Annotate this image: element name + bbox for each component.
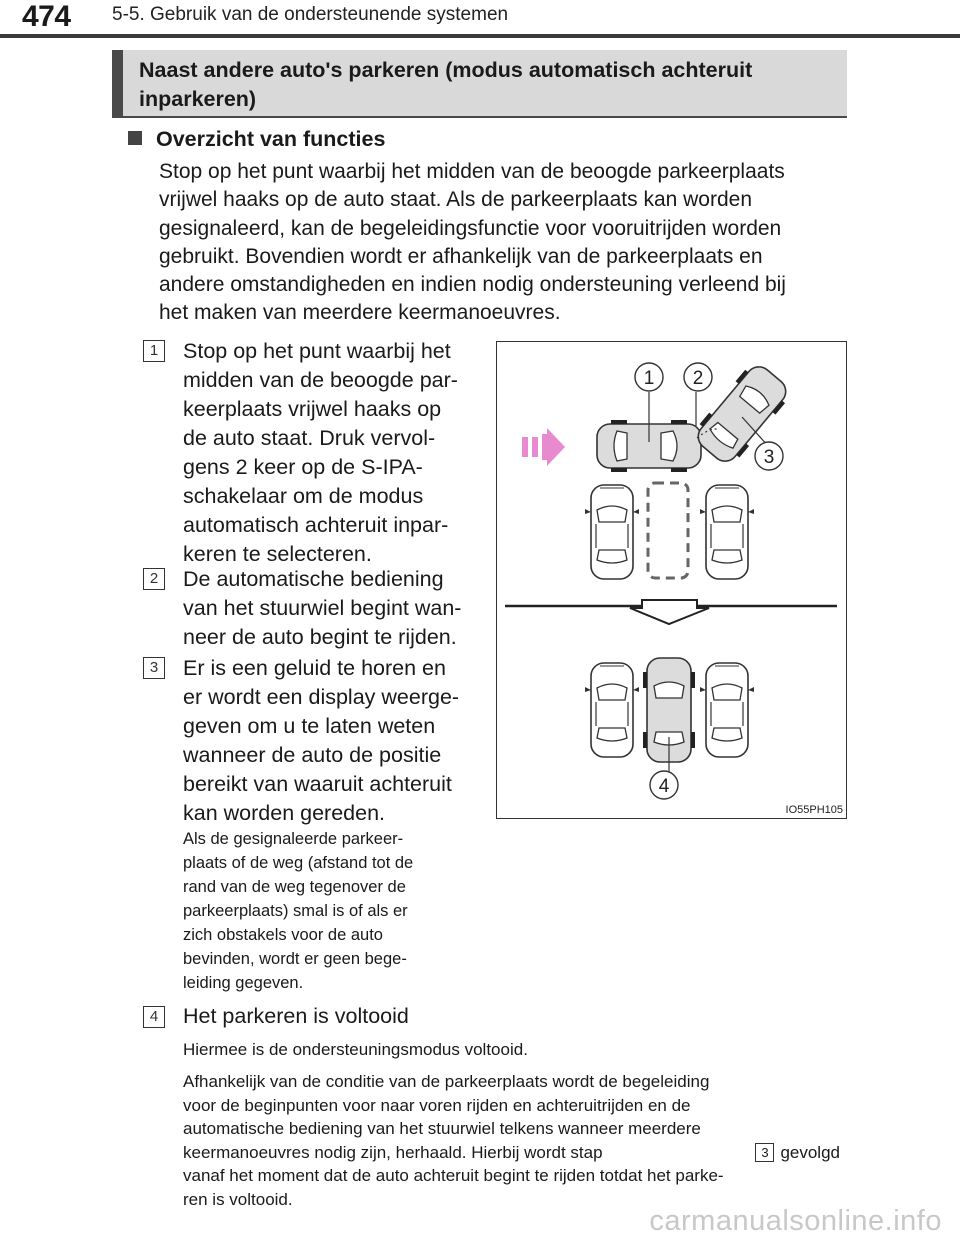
overview-line: Stop op het punt waarbij het midden van de beoogde parkeerplaats: [159, 160, 785, 183]
step-number-2: 2: [143, 568, 165, 590]
paragraph-ref: [749, 1141, 840, 1165]
down-arrow-icon: [630, 600, 709, 624]
paragraph-line: [183, 1141, 840, 1165]
step-number-3: 3: [143, 657, 165, 679]
note-line: plaats of de weg (afstand tot de: [183, 854, 414, 872]
step-line: midden van de beoogde par-: [183, 368, 458, 392]
step-line: automatisch achteruit inpar-: [183, 513, 449, 537]
step-line: gens 2 keer op de S-IPA-: [183, 455, 423, 479]
parked-car: [700, 485, 754, 579]
svg-text:4: 4: [658, 776, 670, 797]
svg-text:3: 3: [763, 447, 775, 468]
step-line: neer de auto begint te rijden.: [183, 625, 457, 649]
overview-line: vrijwel haaks op de auto staat. Als de parkeerplaats kan worden: [159, 188, 753, 212]
section-title-line-1: Naast andere auto's parkeren (modus automatisch achteruit: [139, 58, 753, 82]
step-line: schakelaar om de modus: [183, 484, 424, 508]
note-line: zich obstakels voor de auto: [183, 926, 383, 944]
overview-heading: [128, 127, 385, 152]
figure-id: IO55PH105: [785, 804, 843, 816]
parking-diagram-svg: [497, 342, 845, 817]
step-line: wanneer de auto de positie: [183, 743, 442, 767]
step-3-text: [183, 654, 478, 828]
parked-car: [585, 663, 639, 757]
overview-line: gesignaleerd, kan de begeleidingsfunctie voor vooruitrijden worden: [159, 216, 782, 240]
running-header: 5-5. Gebruik van de ondersteunende systemen: [112, 4, 509, 25]
step-number-1: 1: [143, 340, 165, 362]
callout-1: [635, 363, 663, 391]
step-line: Er is een geluid te horen en: [183, 656, 446, 680]
completion-line: Hiermee is de ondersteuningsmodus voltooid.: [183, 1040, 528, 1059]
note-line: rand van de weg tegenover de: [183, 878, 406, 896]
step-line: geven om u te laten weten: [183, 714, 436, 738]
svg-text:1: 1: [643, 368, 655, 389]
section-title-line-2: inparkeren): [139, 87, 257, 111]
paragraph-text: gevolgd: [780, 1142, 840, 1162]
step-line: Stop op het punt waarbij het: [183, 339, 451, 363]
step-ref-3: 3: [755, 1143, 774, 1162]
note-line: leiding gegeven.: [183, 974, 304, 992]
parked-car: [700, 663, 754, 757]
parked-car: [585, 485, 639, 579]
step-line: van het stuurwiel begint wan-: [183, 596, 462, 620]
paragraph-line: vanaf het moment dat de auto achteruit begint te rijden totdat het parke-: [183, 1166, 724, 1186]
note-line: bevinden, wordt er geen bege-: [183, 950, 407, 968]
paragraph-line: automatische bediening van het stuurwiel telkens wanneer meerdere: [183, 1119, 701, 1139]
bullet-square-icon: [128, 131, 142, 145]
watermark[interactable]: carmanualsonline.info: [649, 1205, 942, 1237]
callout-4: [650, 771, 678, 799]
step-line: kan worden gereden.: [183, 801, 386, 825]
step-3-note: [183, 827, 478, 995]
step-line: keerplaats vrijwel haaks op: [183, 397, 442, 421]
section-title-box: [112, 50, 847, 118]
paragraph-line: voor de beginpunten voor naar voren rijden en achteruitrijden en de: [183, 1095, 691, 1115]
step-line: de auto staat. Druk vervol-: [183, 426, 436, 450]
header-rule: [0, 34, 960, 38]
step-1-text: [183, 337, 478, 569]
step-line: Het parkeren is voltooid: [183, 1004, 409, 1028]
overview-line: gebruikt. Bovendien wordt er afhankelijk van de parkeerplaats en: [159, 244, 763, 268]
step-line: keren te selecteren.: [183, 542, 372, 566]
note-line: parkeerplaats) smal is of als er: [183, 902, 408, 920]
overview-paragraph: [159, 158, 842, 328]
target-parking-space: [648, 483, 688, 578]
step-number-4: 4: [143, 1006, 165, 1028]
note-line: Als de gesignaleerde parkeer-: [183, 830, 404, 848]
callout-3: [755, 442, 783, 470]
step-2-text: [183, 565, 478, 652]
overview-line: andere omstandigheden en indien nodig ondersteuning verleend bij: [159, 273, 786, 297]
step-line: De automatische bediening: [183, 567, 444, 591]
paragraph-line: ren is voltooid.: [183, 1189, 293, 1209]
completion-paragraph: [183, 1070, 840, 1212]
callout-2: [684, 363, 712, 391]
paragraph-text: keermanoeuvres nodig zijn, herhaald. Hierbij wordt stap: [183, 1142, 603, 1162]
page-number: 474: [22, 0, 71, 33]
step-line: er wordt een display weerge-: [183, 685, 460, 709]
overview-heading-text: Overzicht van functies: [156, 127, 386, 151]
overview-line: het maken van meerdere keermanoeuvres.: [159, 301, 561, 325]
step-line: bereikt van waaruit achteruit: [183, 772, 452, 796]
step-4-text: [183, 1002, 583, 1031]
svg-text:2: 2: [692, 368, 704, 389]
parking-diagram: [496, 341, 847, 819]
paragraph-line: Afhankelijk van de conditie van de parkeerplaats wordt de begeleiding: [183, 1072, 710, 1091]
pink-arrow-icon: [522, 428, 565, 466]
